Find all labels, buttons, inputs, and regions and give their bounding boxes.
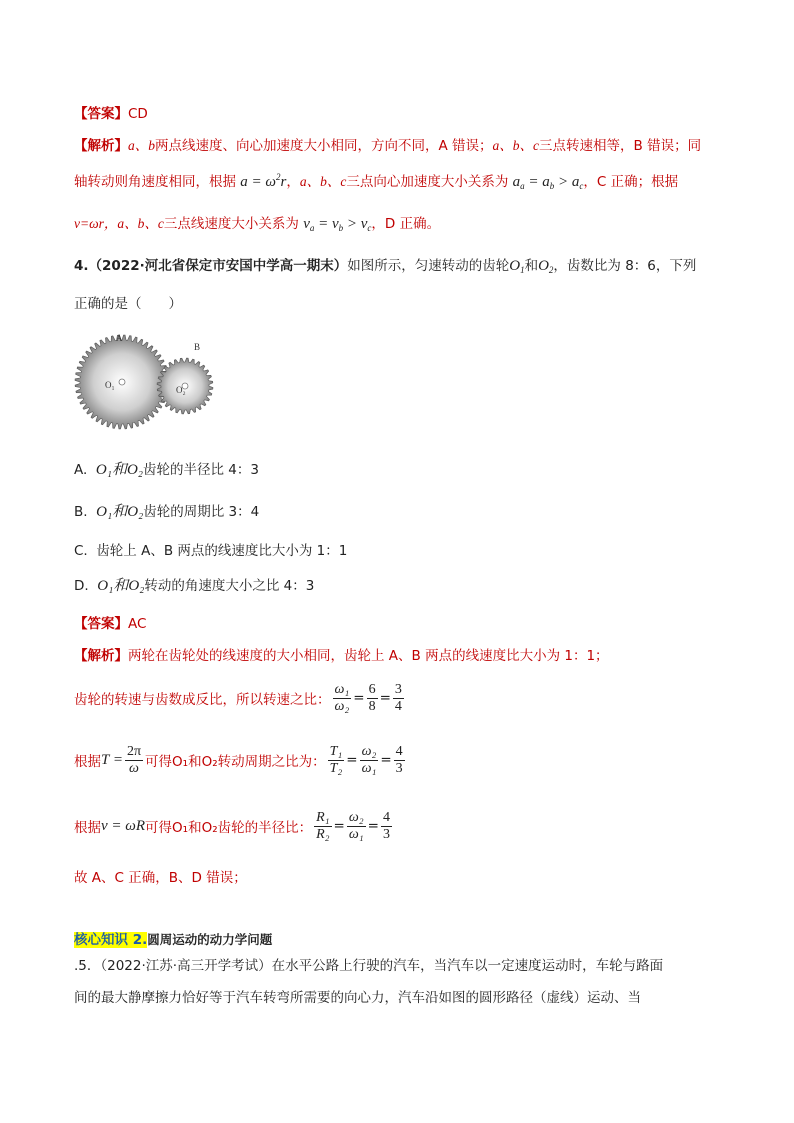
analysis-text: 可得O₁和O₂转动周期之比为：: [145, 754, 326, 770]
question4-stem-line2: [74, 292, 182, 312]
answer-line-1: [74, 102, 148, 122]
analysis2-line1: [74, 644, 609, 664]
gear-figure: [72, 326, 218, 430]
points-abc: a、b、c: [492, 138, 540, 153]
question4-stem-line1: [74, 254, 696, 275]
option-d[interactable]: [74, 574, 314, 595]
label-o2: O₂: [176, 385, 186, 395]
answer-value: AC: [128, 616, 147, 632]
analysis-text: 可得O₁和O₂齿轮的半径比：: [145, 820, 313, 836]
option-letter: D.: [74, 578, 89, 594]
period-ratio-formula: $\frac{\text{T₁}}{\text{T₂}}$ = $\frac{\text{ω₂}}{\text{ω₁}}$ = $\frac{4}{3}$: [329, 743, 403, 776]
analysis-text: 轴转动则角速度相同，根据: [74, 174, 236, 190]
option-c[interactable]: [74, 539, 347, 559]
analysis-text: 三点转速相等，B 错误；同: [539, 138, 702, 154]
label-b: B: [194, 342, 201, 352]
question-text: 正确的是（ ）: [74, 296, 182, 312]
points-abc: a、b、c: [117, 216, 164, 231]
points-ab: a、b: [128, 138, 155, 153]
question-text: .5．（2022·江苏·高三开学考试）在水平公路上行驶的汽车，当汽车以一定速度运动时，车轮与路面: [74, 958, 664, 974]
question-number: 4.: [74, 258, 89, 274]
speed-ratio-formula: $\frac{\text{ω₁}}{\text{ω₂}}$ = $\frac{6}{8}$ = $\frac{3}{4}$: [334, 681, 402, 714]
option-letter: B.: [74, 504, 88, 520]
option-text: 转动的角速度大小之比 4：3: [144, 578, 315, 594]
analysis-text: 根据: [74, 820, 101, 836]
velocity-formula: v = ωR: [101, 817, 146, 834]
analysis-text: 两轮在齿轮处的线速度的大小相同，齿轮上 A、B 两点的线速度比大小为 1：1；: [128, 648, 609, 664]
analysis-text: 故 A、C 正确，B、D 错误；: [74, 870, 247, 886]
label-a: A: [116, 333, 123, 343]
question5-line2: [74, 986, 641, 1006]
axle-o1: [119, 379, 125, 385]
analysis-text: ，D 正确。: [371, 216, 441, 232]
analysis2-line2: [74, 678, 406, 718]
analysis-text: ，: [286, 174, 300, 190]
radius-ratio-formula: $\frac{\text{R₁}}{\text{R₂}}$ = $\frac{\text{ω₂}}{\text{ω₁}}$ = $\frac{4}{3}$: [316, 809, 390, 842]
period-formula: T = $\frac{2\pi}{\omega}$: [101, 743, 142, 776]
option-text: 齿轮上 A、B 两点的线速度比大小为 1：1: [96, 543, 348, 559]
points-abc: a、b、c: [299, 174, 347, 189]
option-letter: A.: [74, 462, 88, 478]
section-header: [74, 928, 272, 948]
analysis-text: 根据: [74, 754, 101, 770]
gear-o2-label: $O_2$: [538, 258, 554, 275]
question-text: ，齿数比为 8：6，下列: [553, 258, 697, 274]
analysis-label: 【解析】: [74, 138, 128, 154]
analysis-text: ，C 正确；根据: [583, 174, 679, 190]
question-text: 和: [524, 258, 539, 274]
option-text: 齿轮的周期比 3：4: [143, 504, 260, 520]
option-gears: O₁和O₂: [97, 578, 145, 594]
analysis1-line1: [74, 134, 701, 154]
formula-v: v=ωr，: [74, 216, 118, 231]
analysis-label: 【解析】: [74, 648, 128, 664]
analysis1-line2: [74, 170, 678, 191]
section-highlight: 核心知识 2.: [74, 932, 148, 948]
question-source: （2022·河北省保定市安国中学高一期末）: [88, 258, 348, 274]
analysis2-line4: [74, 806, 394, 846]
answer-label: 【答案】: [74, 106, 128, 122]
option-text: 齿轮的半径比 4：3: [143, 462, 259, 478]
option-b[interactable]: [74, 500, 259, 521]
section-title: 圆周运动的动力学问题: [147, 932, 273, 947]
formula-acc-relation: $a_a = a_b > a_c$: [512, 174, 584, 191]
option-letter: C.: [74, 543, 88, 559]
analysis2-line3: [74, 738, 407, 782]
analysis-text: 两点线速度、向心加速度大小相同，方向不同，A 错误；: [155, 138, 493, 154]
formula-v-relation: $v_a = v_b > v_c$: [303, 216, 372, 233]
answer-line-2: [74, 612, 146, 632]
answer-label: 【答案】: [74, 616, 128, 632]
option-gears: O₁和O₂: [96, 504, 144, 520]
gear-o1-label: $O_1$: [509, 258, 525, 275]
label-o1: O₁: [105, 380, 115, 390]
question-text: 如图所示，匀速转动的齿轮: [347, 258, 510, 274]
option-gears: O₁和O₂: [95, 462, 143, 478]
answer-value: CD: [128, 106, 148, 122]
analysis2-line5: [74, 866, 247, 886]
analysis-text: 齿轮的转速与齿数成反比，所以转速之比：: [74, 692, 331, 708]
question5-line1: [74, 954, 663, 974]
analysis-text: 三点线速度大小关系为: [163, 216, 299, 232]
analysis1-line3: [74, 212, 440, 233]
formula-centripetal: $a = \omega^2r$: [240, 172, 287, 190]
question-text: 间的最大静摩擦力恰好等于汽车转弯所需要的向心力，汽车沿如图的圆形路径（虚线）运动、当: [74, 990, 641, 1006]
option-a[interactable]: [74, 458, 259, 479]
analysis-text: 三点向心加速度大小关系为: [346, 174, 509, 190]
